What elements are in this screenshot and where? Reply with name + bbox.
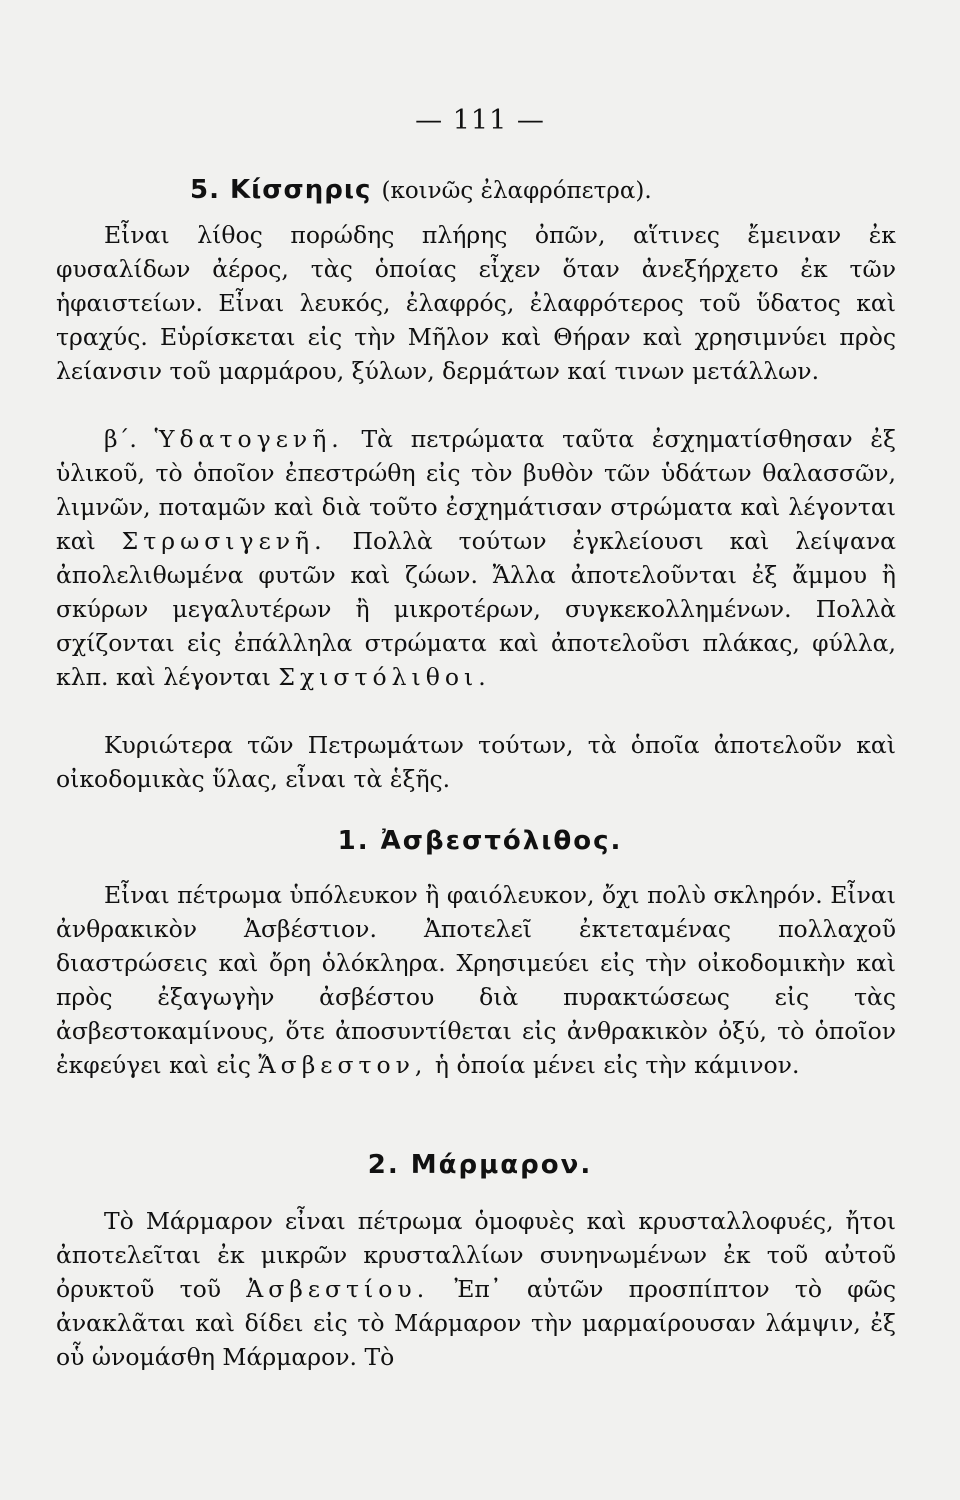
label-title-ydatogeni: Ὑδατογενῆ.	[154, 425, 344, 453]
section-heading-kissiris	[190, 175, 652, 205]
paragraph-kissiris: Εἶναι λίθος πορώδης πλήρης ὀπῶν, αἵτινες ἔμειναν ἐκ φυσαλίδων ἀέρος, τὰς ὁποίας εἶχεν ὅταν ἀνεξήρχετο ἐκ τῶν ἡφαιστείων. Εἶναι λευκός, ἐλαφρός, ἐλαφρότερος τοῦ ὕδατος καὶ τραχύς. Εὑρίσκεται εἰς τὴν Μῆλον καὶ Θήραν καὶ χρησιμνύει πρὸς λείανσιν τοῦ μαρμάρου, ξύλων, δερμάτων καί τινων μετάλλων.	[56, 221, 896, 385]
label-prefix: β΄.	[104, 425, 137, 453]
asvestolithos-text-2: ἡ ὁποία μένει εἰς τὴν κάμινον.	[434, 1051, 800, 1079]
section-heading-marmaron: 2. Μάρμαρον.	[367, 1150, 593, 1180]
heading-kissiris-title: 5. Κίσσηρις	[190, 175, 372, 205]
marmaron-text-1: Τὸ Μάρμαρον εἶναι πέτρωμα ὁμοφυὲς καὶ κρυσταλλοφυές, ἤτοι ἀποτελεῖται ἐκ μικρῶν κρυσταλλίων συνηνωμένων ἐκ τοῦ αὐτοῦ ὀρυκτοῦ τοῦ	[56, 1207, 896, 1303]
term-asvestiou: Ἀσβεστίου.	[246, 1275, 430, 1303]
marmaron-text-2: Ἐπ᾿ αὐτῶν προσπίπτον τὸ φῶς ἀνακλᾶται καὶ δίδει εἰς τὸ Μάρμαρον τὴν μαρμαίρουσαν λάμψιν, ἐξ οὗ ὠνομάσθη Μάρμαρον. Τὸ	[56, 1275, 896, 1371]
page-number: — 111 —	[415, 105, 545, 136]
ydatogeni-text-1: Τὰ πετρώματα ταῦτα ἐσχηματίσθησαν ἐξ ὑλικοῦ, τὸ ὁποῖον ἐπεστρώθη εἰς τὸν βυθὸν τῶν ὑδάτων θαλασσῶν, λιμνῶν, ποταμῶν καὶ διὰ τοῦτο ἐσχημάτισαν στρώματα καὶ λέγονται καὶ	[56, 425, 896, 555]
paragraph-asvestolithos	[56, 878, 896, 1082]
heading-kissiris-note: (κοινῶς ἐλαφρόπετρα).	[381, 178, 652, 204]
ydatogeni-text-2: Πολλὰ τούτων ἐγκλείουσι καὶ λείψανα ἀπολελιθωμένα φυτῶν καὶ ζώων. Ἄλλα ἀποτελοῦνται ἐξ ἄμμου ἢ σκύρων μεγαλυτέρων ἢ μικροτέρων, συγκεκολλημένων. Πολλὰ σχίζονται εἰς ἐπάλληλα στρώματα καὶ ἀποτελοῦσι πλάκας, φύλλα, κλπ. καὶ λέγονται	[56, 527, 896, 691]
term-asveston: Ἄσβεστον,	[258, 1051, 428, 1079]
paragraph-kyriotera: Κυριώτερα τῶν Πετρωμάτων τούτων, τὰ ὁποῖα ἀποτελοῦν καὶ οἰκοδομικὰς ὕλας, εἶναι τὰ ἑξῆς.	[56, 731, 896, 793]
term-strosigeni: Στρωσιγενῆ.	[121, 527, 327, 555]
paragraph-marmaron	[56, 1204, 896, 1374]
section-heading-asvestolithos: 1. Ἀσβεστόλιθος.	[337, 826, 623, 856]
term-schistolithoi: Σχιστόλιθοι.	[278, 663, 491, 691]
asvestolithos-text-1: Εἶναι πέτρωμα ὑπόλευκον ἢ φαιόλευκον, ὄχι πολὺ σκληρόν. Εἶναι ἀνθρακικὸν Ἀσβέστιον. Ἀποτελεῖ ἐκτεταμένας πολλαχοῦ διαστρώσεις καὶ ὄρη ὁλόκληρα. Χρησιμεύει εἰς τὴν οἰκοδομικὴν καὶ πρὸς ἐξαγωγὴν ἀσβέστου διὰ πυρακτώσεως εἰς τὰς ἀσβεστοκαμίνους, ὅτε ἀποσυντίθεται εἰς ἀνθρακικὸν ὀξύ, τὸ ὁποῖον ἐκφεύγει καὶ εἰς	[56, 881, 896, 1079]
paragraph-ydatogeni	[56, 422, 896, 694]
